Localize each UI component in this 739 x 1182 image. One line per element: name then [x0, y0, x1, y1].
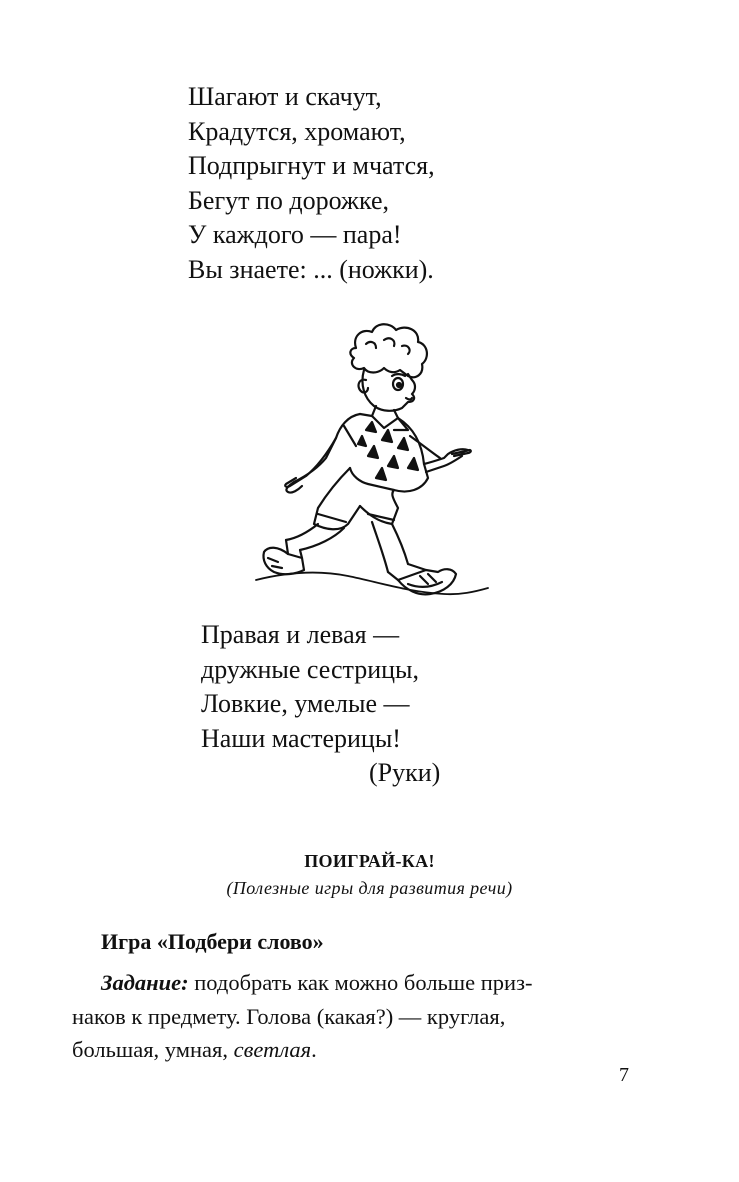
poem-line: дружные сестрицы, — [201, 654, 419, 684]
page-number: 7 — [619, 1064, 629, 1086]
poem-line: Правая и левая — — [201, 620, 400, 649]
task-end: . — [311, 1037, 317, 1062]
poem-line: Шагают и скачут, — [188, 82, 382, 111]
section-subtitle: (Полезные игры для развития речи) — [226, 878, 513, 898]
section-title: ПОИГРАЙ-КА! — [304, 851, 435, 871]
poem-riddle-feet — [188, 80, 435, 287]
poem-answer: (Руки) — [369, 758, 441, 787]
task-text: подобрать как можно больше приз- — [194, 970, 533, 995]
game-heading: Игра «Подбери слово» — [101, 929, 324, 954]
task-line — [72, 966, 638, 1000]
task-label: Задание: — [101, 970, 189, 995]
task-line: наков к предмету. Голова (какая?) — круглая, — [72, 1003, 506, 1029]
poem-riddle-hands — [201, 618, 440, 791]
poem-line: Крадутся, хромают, — [188, 116, 406, 146]
poem-line: Ловкие, умелые — — [201, 689, 410, 718]
poem-line: Подпрыгнут и мчатся, — [188, 151, 435, 180]
task-text: большая, умная, — [72, 1037, 228, 1062]
poem-line: Вы знаете: ... (ножки). — [188, 254, 434, 284]
poem-line: Наши мастерицы! — [201, 723, 401, 753]
poem-line: Бегут по дорожке, — [188, 185, 389, 215]
running-boy-illustration — [248, 318, 498, 608]
task-paragraph — [72, 966, 638, 1067]
task-line — [72, 1033, 638, 1067]
poem-line: У каждого — пара! — [188, 220, 402, 249]
task-example: светлая — [233, 1037, 312, 1062]
